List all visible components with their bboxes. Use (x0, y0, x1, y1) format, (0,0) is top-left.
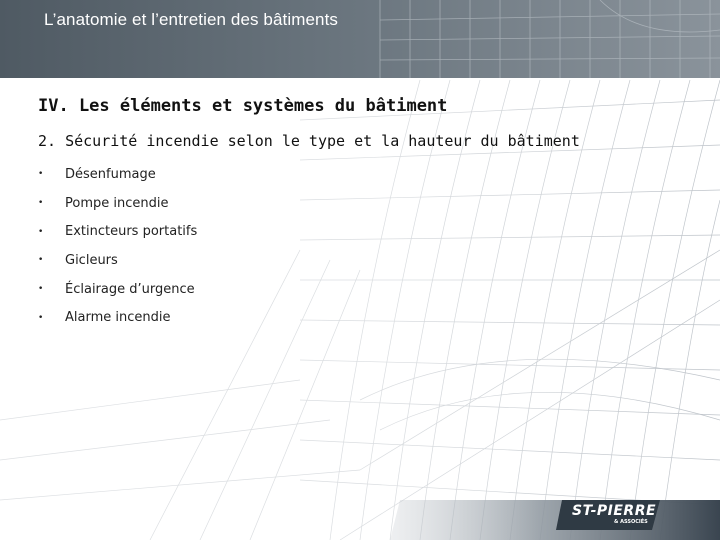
bullet-text: Pompe incendie (65, 195, 169, 211)
bullet-marker: • (38, 312, 44, 323)
subsection-title: 2. Sécurité incendie selon le type et la hauteur du bâtiment (38, 132, 580, 150)
section-title: IV. Les éléments et systèmes du bâtiment (38, 96, 448, 116)
bullet-text: Éclairage d’urgence (65, 281, 195, 297)
bullet-marker: • (38, 284, 44, 295)
header-title: L’anatomie et l’entretien des bâtiments (44, 10, 339, 29)
bullet-marker: • (38, 198, 44, 209)
company-logo: ST-PIERRE (572, 503, 657, 519)
bullet-text: Gicleurs (65, 252, 118, 268)
bullet-marker: • (38, 255, 44, 266)
bullet-marker: • (38, 169, 44, 180)
bullet-text: Désenfumage (65, 166, 156, 182)
bullet-text: Alarme incendie (65, 310, 171, 326)
company-logo-subtitle: & ASSOCIÉS (614, 519, 648, 525)
bullet-marker: • (38, 226, 44, 237)
bullet-text: Extincteurs portatifs (65, 224, 198, 240)
